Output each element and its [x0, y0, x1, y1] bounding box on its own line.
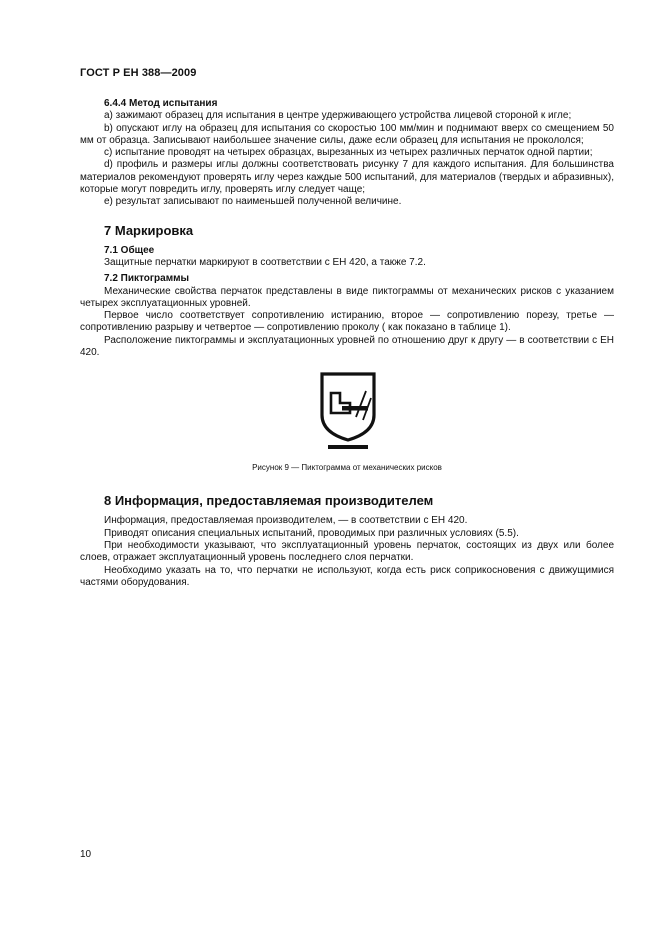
paragraph: Информация, предоставляемая производителем, — в соответствии с ЕН 420. — [104, 515, 468, 527]
paragraph: Механические свойства перчаток представлены в виде пиктограммы от механических рисков с указанием четырех эксплуатационных уровней. — [80, 285, 614, 309]
list-item: c) испытание проводят на четырех образцах, вырезанных из четырех различных перчаток одной партии; — [104, 147, 593, 159]
figure-9 — [80, 371, 614, 463]
section-8-title: 8 Информация, предоставляемая производителем — [104, 493, 434, 509]
list-item: a) зажимают образец для испытания в центре удерживающего устройства лицевой стороной к игле; — [104, 110, 572, 122]
paragraph: Необходимо указать на то, что перчатки не используют, когда есть риск соприкосновения с движущимися частями оборудования. — [80, 564, 614, 588]
paragraph: Защитные перчатки маркируют в соответствии с ЕН 420, а также 7.2. — [104, 256, 426, 268]
list-item: e) результат записывают по наименьшей полученной величине. — [104, 196, 402, 208]
paragraph: При необходимости указывают, что эксплуатационный уровень перчаток, состоящих из двух или более слоев, отражает эксплуатационный уровень последнего слоя перчатки. — [80, 539, 614, 564]
paragraph: Расположение пиктограммы и эксплуатационных уровней по отношению друг к другу — в соответствии с ЕН 420. — [80, 334, 614, 359]
paragraph: Первое число соответствует сопротивлению истиранию, второе — сопротивлению порезу, третье — сопротивлению разрыву и четвертое — сопротивлению проколу ( как показано в таблице 1). — [80, 310, 614, 334]
list-item: b) опускают иглу на образец для испытания со скоростью 100 мм/мин и поднимают вверх со смещением 50 мм от образца. Записывают наибольшее значение силы, даже если образец для испытания не прокололся; — [80, 122, 614, 146]
paragraph: Приводят описания специальных испытаний, проводимых при различных условиях (5.5). — [104, 527, 519, 539]
subsection-7-1-title: 7.1 Общее — [104, 244, 155, 256]
page-number: 10 — [80, 849, 92, 860]
subsection-6-4-4-title: 6.4.4 Метод испытания — [104, 98, 218, 109]
section-7-title: 7 Маркировка — [104, 222, 194, 238]
page-header: ГОСТ Р ЕН 388—2009 — [80, 67, 197, 79]
list-item: d) профиль и размеры иглы должны соответствовать рисунку 7 для каждого испытания. Для большинства материалов рекомендуют проверять иглу через каждые 500 испытаний, для материалов (твердых и абразивных), которые могут повредить иглу, проверять иглу следует чаще; — [80, 159, 614, 196]
page-content — [80, 98, 614, 589]
subsection-7-2-title: 7.2 Пиктограммы — [104, 273, 190, 285]
mechanical-risk-pictogram-icon — [318, 371, 378, 451]
figure-caption: Рисунок 9 — Пиктограмма от механических рисков — [252, 463, 442, 473]
